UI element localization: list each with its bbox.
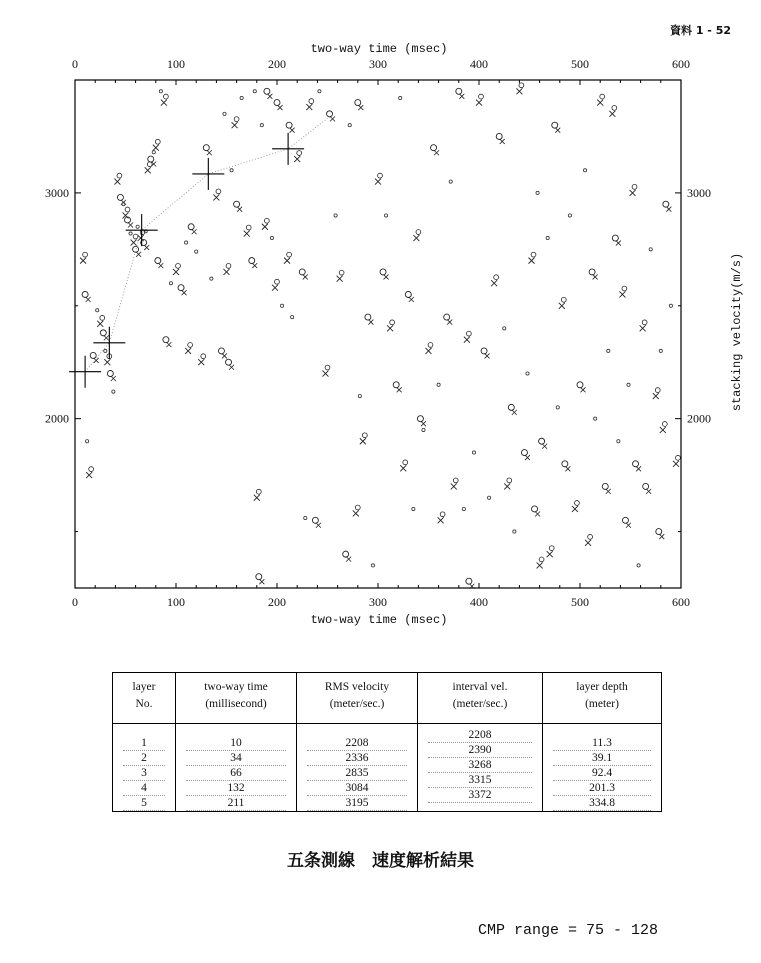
semblance-cross-mark <box>86 297 91 302</box>
semblance-circle-mark <box>125 207 130 212</box>
semblance-circle-mark <box>539 438 545 444</box>
semblance-dot-mark <box>304 516 307 519</box>
semblance-circle-mark <box>163 337 169 343</box>
semblance-dot-mark <box>488 496 491 499</box>
semblance-circle-mark <box>90 352 96 358</box>
semblance-circle-mark <box>417 416 423 422</box>
semblance-dot-mark <box>472 451 475 454</box>
semblance-cross-mark <box>330 116 335 121</box>
semblance-circle-mark <box>507 478 512 483</box>
x-tick-label-top: 400 <box>470 57 488 71</box>
semblance-circle-mark <box>588 534 593 539</box>
semblance-cross-mark <box>166 342 171 347</box>
semblance-circle-mark <box>188 224 194 230</box>
semblance-circle-mark <box>444 314 450 320</box>
x-tick-label-bottom: 300 <box>369 595 387 609</box>
semblance-cross-mark <box>673 461 679 467</box>
semblance-circle-mark <box>355 505 360 510</box>
semblance-cross-mark <box>626 523 631 528</box>
semblance-cross-mark <box>360 438 366 444</box>
velocity-function-line <box>85 118 327 371</box>
semblance-circle-mark <box>133 234 138 239</box>
semblance-circle-mark <box>622 517 628 523</box>
semblance-cross-mark <box>290 128 295 133</box>
semblance-dot-mark <box>112 390 115 393</box>
semblance-circle-mark <box>479 94 484 99</box>
semblance-circle-mark <box>577 382 583 388</box>
semblance-dot-mark <box>195 250 198 253</box>
semblance-cross-mark <box>640 325 646 331</box>
semblance-dot-mark <box>583 169 586 172</box>
semblance-circle-mark <box>203 145 209 151</box>
semblance-dot-mark <box>536 191 539 194</box>
semblance-circle-mark <box>655 388 660 393</box>
semblance-circle-mark <box>256 489 261 494</box>
semblance-circle-mark <box>562 461 568 467</box>
semblance-dot-mark <box>169 282 172 285</box>
semblance-circle-mark <box>234 117 239 122</box>
header-rms: RMS velocity (meter/sec.) <box>297 673 418 724</box>
semblance-circle-mark <box>602 483 608 489</box>
semblance-circle-mark <box>549 546 554 551</box>
semblance-cross-mark <box>294 156 300 162</box>
semblance-cross-mark <box>368 320 373 325</box>
semblance-circle-mark <box>663 201 669 207</box>
semblance-dot-mark <box>503 327 506 330</box>
semblance-dot-mark <box>291 315 294 318</box>
semblance-circle-mark <box>362 433 367 438</box>
semblance-circle-mark <box>246 225 251 230</box>
semblance-cross-mark <box>516 88 522 94</box>
semblance-cross-mark <box>485 353 490 358</box>
semblance-cross-mark <box>512 410 517 415</box>
semblance-cross-mark <box>213 194 219 200</box>
semblance-circle-mark <box>274 100 280 106</box>
semblance-cross-mark <box>500 139 505 144</box>
semblance-circle-mark <box>589 269 595 275</box>
semblance-cross-mark <box>659 534 664 539</box>
semblance-dot-mark <box>607 349 610 352</box>
semblance-circle-mark <box>299 269 305 275</box>
semblance-circle-mark <box>508 404 514 410</box>
semblance-cross-mark <box>104 359 110 365</box>
semblance-cross-mark <box>259 579 264 584</box>
semblance-circle-mark <box>312 517 318 523</box>
semblance-cross-mark <box>426 348 432 354</box>
semblance-dot-mark <box>185 241 188 244</box>
semblance-circle-mark <box>633 461 639 467</box>
semblance-cross-mark <box>198 359 204 365</box>
semblance-cross-mark <box>616 241 621 246</box>
semblance-dot-mark <box>348 124 351 127</box>
semblance-circle-mark <box>575 501 580 506</box>
semblance-cross-mark <box>542 444 547 449</box>
semblance-dot-mark <box>526 372 529 375</box>
y-axis-title: stacking velocity(m/s) <box>730 252 744 412</box>
semblance-dot-mark <box>86 440 89 443</box>
semblance-dot-mark <box>152 151 155 154</box>
semblance-dot-mark <box>223 112 226 115</box>
x-tick-label-top: 500 <box>571 57 589 71</box>
semblance-dot-mark <box>270 236 273 239</box>
semblance-cross-mark <box>421 421 426 426</box>
semblance-circle-mark <box>393 382 399 388</box>
semblance-dot-mark <box>399 96 402 99</box>
semblance-circle-mark <box>309 99 314 104</box>
semblance-cross-mark <box>182 290 187 295</box>
semblance-cross-mark <box>111 376 116 381</box>
semblance-circle-mark <box>481 348 487 354</box>
semblance-circle-mark <box>380 269 386 275</box>
semblance-dot-mark <box>649 248 652 251</box>
semblance-cross-mark <box>559 303 565 309</box>
semblance-circle-mark <box>286 122 292 128</box>
semblance-circle-mark <box>83 252 88 257</box>
semblance-cross-mark <box>572 506 578 512</box>
semblance-cross-mark <box>525 455 530 460</box>
semblance-dot-mark <box>159 90 162 93</box>
semblance-circle-mark <box>561 297 566 302</box>
semblance-cross-mark <box>387 325 393 331</box>
semblance-circle-mark <box>155 139 160 144</box>
semblance-circle-mark <box>496 133 502 139</box>
semblance-dot-mark <box>253 90 256 93</box>
semblance-dot-mark <box>462 507 465 510</box>
semblance-circle-mark <box>339 270 344 275</box>
semblance-cross-mark <box>237 207 242 212</box>
semblance-cross-mark <box>581 387 586 392</box>
semblance-dot-mark <box>230 169 233 172</box>
x-tick-label-top: 300 <box>369 57 387 71</box>
x-tick-label-top: 200 <box>268 57 286 71</box>
velocity-results-table <box>112 672 662 812</box>
semblance-cross-mark <box>646 489 651 494</box>
header-interval: interval vel. (meter/sec.) <box>418 673 543 724</box>
y-tick-label-left: 2000 <box>45 411 69 426</box>
semblance-cross-mark <box>358 105 363 110</box>
semblance-circle-mark <box>390 320 395 325</box>
semblance-circle-mark <box>519 83 524 88</box>
semblance-cross-mark <box>593 274 598 279</box>
semblance-cross-mark <box>161 100 167 106</box>
figure-caption: 五条測線 速度解析結果 <box>287 851 474 871</box>
time-column: 10 34 66 132 211 <box>176 724 297 812</box>
semblance-cross-mark <box>128 222 133 227</box>
semblance-cross-mark <box>555 128 560 133</box>
velocity-pick-cross <box>192 158 224 190</box>
semblance-cross-mark <box>303 274 308 279</box>
y-tick-label-left: 3000 <box>45 185 69 200</box>
semblance-circle-mark <box>440 512 445 517</box>
semblance-circle-mark <box>107 371 113 377</box>
semblance-dot-mark <box>240 96 243 99</box>
semblance-circle-mark <box>100 315 105 320</box>
y-tick-label-right: 3000 <box>687 185 711 200</box>
semblance-circle-mark <box>466 331 471 336</box>
semblance-circle-mark <box>256 574 262 580</box>
semblance-circle-mark <box>201 354 206 359</box>
depth-column: 11.3 39.1 92.4 201.3 334.8 <box>543 724 662 812</box>
semblance-cross-mark <box>80 258 86 264</box>
semblance-cross-mark <box>244 231 250 237</box>
x-tick-label-bottom: 500 <box>571 595 589 609</box>
semblance-cross-mark <box>229 365 234 370</box>
semblance-circle-mark <box>643 483 649 489</box>
semblance-cross-mark <box>636 466 641 471</box>
semblance-cross-mark <box>535 511 540 516</box>
semblance-dot-mark <box>627 383 630 386</box>
semblance-dot-mark <box>513 530 516 533</box>
semblance-cross-mark <box>653 393 659 399</box>
semblance-cross-mark <box>400 465 406 471</box>
semblance-cross-mark <box>438 517 444 523</box>
x-tick-label-top: 0 <box>72 57 78 71</box>
semblance-cross-mark <box>272 285 278 291</box>
semblance-circle-mark <box>403 460 408 465</box>
semblance-cross-mark <box>346 557 351 562</box>
semblance-circle-mark <box>539 557 544 562</box>
semblance-cross-mark <box>316 523 321 528</box>
semblance-cross-mark <box>207 150 212 155</box>
semblance-cross-mark <box>459 94 464 99</box>
semblance-circle-mark <box>218 348 224 354</box>
semblance-dot-mark <box>617 440 620 443</box>
semblance-dot-mark <box>136 225 139 228</box>
x-tick-label-top: 600 <box>672 57 690 71</box>
semblance-cross-mark <box>565 466 570 471</box>
semblance-circle-mark <box>428 343 433 348</box>
semblance-circle-mark <box>431 145 437 151</box>
semblance-dot-mark <box>637 564 640 567</box>
semblance-cross-mark <box>409 297 414 302</box>
header-time: two-way time (millisecond) <box>176 673 297 724</box>
semblance-cross-mark <box>97 321 103 327</box>
semblance-cross-mark <box>413 235 419 241</box>
semblance-cross-mark <box>434 150 439 155</box>
semblance-dot-mark <box>384 214 387 217</box>
semblance-cross-mark <box>136 252 141 257</box>
semblance-cross-mark <box>322 371 328 377</box>
semblance-circle-mark <box>117 173 122 178</box>
semblance-dot-mark <box>280 304 283 307</box>
y-tick-label-right: 2000 <box>687 411 711 426</box>
semblance-circle-mark <box>287 252 292 257</box>
semblance-cross-mark <box>232 122 238 128</box>
semblance-cross-mark <box>451 483 457 489</box>
semblance-cross-mark <box>491 280 497 286</box>
semblance-circle-mark <box>148 156 154 162</box>
semblance-dot-mark <box>122 203 125 206</box>
semblance-circle-mark <box>405 291 411 297</box>
semblance-cross-mark <box>384 274 389 279</box>
semblance-circle-mark <box>325 365 330 370</box>
semblance-cross-mark <box>192 229 197 234</box>
semblance-cross-mark <box>537 562 543 568</box>
semblance-dot-mark <box>318 90 321 93</box>
x-tick-label-bottom: 100 <box>167 595 185 609</box>
semblance-circle-mark <box>552 122 558 128</box>
cmp-range-label: CMP range = 75 - 128 <box>478 922 659 939</box>
semblance-circle-mark <box>89 467 94 472</box>
semblance-circle-mark <box>531 252 536 257</box>
semblance-circle-mark <box>622 286 627 291</box>
semblance-circle-mark <box>178 285 184 291</box>
semblance-cross-mark <box>397 387 402 392</box>
semblance-cross-mark <box>606 489 611 494</box>
semblance-cross-mark <box>547 551 553 557</box>
document-reference: 資料 1 - 52 <box>669 24 731 37</box>
semblance-dot-mark <box>669 304 672 307</box>
semblance-circle-mark <box>521 450 527 456</box>
semblance-cross-mark <box>353 510 359 516</box>
semblance-circle-mark <box>453 478 458 483</box>
semblance-cross-mark <box>375 179 381 185</box>
x-tick-label-bottom: 200 <box>268 595 286 609</box>
semblance-dot-mark <box>659 349 662 352</box>
semblance-circle-mark <box>100 330 106 336</box>
semblance-circle-mark <box>216 189 221 194</box>
semblance-circle-mark <box>600 94 605 99</box>
semblance-cross-mark <box>464 337 470 343</box>
semblance-cross-mark <box>278 105 283 110</box>
semblance-circle-mark <box>378 173 383 178</box>
semblance-cross-mark <box>284 258 290 264</box>
semblance-dot-mark <box>334 214 337 217</box>
semblance-cross-mark <box>185 348 191 354</box>
semblance-circle-mark <box>632 184 637 189</box>
semblance-cross-mark <box>173 269 179 275</box>
layer-column: 1 2 3 4 5 <box>113 724 176 812</box>
semblance-cross-mark <box>144 245 149 250</box>
x-axis-title-top: two-way time (msec) <box>310 42 448 56</box>
semblance-cross-mark <box>476 100 482 106</box>
semblance-cross-mark <box>504 483 510 489</box>
semblance-circle-mark <box>297 151 302 156</box>
semblance-circle-mark <box>264 88 270 94</box>
semblance-cross-mark <box>306 104 312 110</box>
semblance-dot-mark <box>96 309 99 312</box>
header-depth: layer depth (meter) <box>543 673 662 724</box>
semblance-circle-mark <box>416 230 421 235</box>
header-layer: layer No. <box>113 673 176 724</box>
semblance-cross-mark <box>660 427 666 433</box>
semblance-cross-mark <box>153 145 159 151</box>
semblance-cross-mark <box>262 224 268 230</box>
semblance-circle-mark <box>226 359 232 365</box>
semblance-cross-mark <box>630 190 636 196</box>
semblance-dot-mark <box>260 124 263 127</box>
semblance-dot-mark <box>412 507 415 510</box>
semblance-circle-mark <box>188 343 193 348</box>
x-axis-title-bottom: two-way time (msec) <box>310 613 448 627</box>
semblance-cross-mark <box>158 263 163 268</box>
semblance-cross-mark <box>619 291 625 297</box>
semblance-circle-mark <box>532 506 538 512</box>
semblance-cross-mark <box>254 495 260 501</box>
semblance-circle-mark <box>176 264 181 269</box>
semblance-dot-mark <box>568 214 571 217</box>
semblance-circle-mark <box>327 111 333 117</box>
semblance-cross-mark <box>222 353 227 358</box>
semblance-cross-mark <box>609 111 615 117</box>
semblance-dot-mark <box>594 417 597 420</box>
x-tick-label-bottom: 0 <box>72 595 78 609</box>
semblance-cross-mark <box>337 276 343 282</box>
x-tick-label-bottom: 400 <box>470 595 488 609</box>
semblance-circle-mark <box>163 94 168 99</box>
semblance-dot-mark <box>210 277 213 280</box>
interval-column: 2208 2390 3268 3315 3372 <box>418 724 543 812</box>
semblance-circle-mark <box>612 235 618 241</box>
rms-column: 2208 2336 2835 3084 3195 <box>297 724 418 812</box>
semblance-dot-mark <box>371 564 374 567</box>
semblance-circle-mark <box>226 264 231 269</box>
semblance-dot-mark <box>556 406 559 409</box>
semblance-cross-mark <box>597 100 603 106</box>
semblance-cross-mark <box>104 335 109 340</box>
semblance-circle-mark <box>275 279 280 284</box>
semblance-circle-mark <box>264 218 269 223</box>
semblance-circle-mark <box>82 291 88 297</box>
semblance-circle-mark <box>656 529 662 535</box>
semblance-cross-mark <box>447 320 452 325</box>
semblance-dot-mark <box>129 232 132 235</box>
semblance-circle-mark <box>466 578 472 584</box>
semblance-cross-mark <box>94 358 99 363</box>
semblance-circle-mark <box>662 422 667 427</box>
semblance-cross-mark <box>131 240 137 246</box>
semblance-cross-mark <box>585 540 591 546</box>
velocity-pick-cross <box>272 133 304 165</box>
semblance-circle-mark <box>355 100 361 106</box>
semblance-circle-mark <box>494 275 499 280</box>
semblance-circle-mark <box>343 551 349 557</box>
semblance-dot-mark <box>437 383 440 386</box>
semblance-circle-mark <box>155 258 161 264</box>
semblance-circle-mark <box>456 88 462 94</box>
semblance-cross-mark <box>529 258 535 264</box>
semblance-cross-mark <box>114 179 120 185</box>
semblance-cross-mark <box>86 472 92 478</box>
semblance-cross-mark <box>224 269 230 275</box>
semblance-dot-mark <box>422 428 425 431</box>
semblance-circle-mark <box>249 258 255 264</box>
velocity-pick-cross <box>93 327 125 359</box>
semblance-circle-mark <box>676 455 681 460</box>
semblance-dot-mark <box>546 236 549 239</box>
semblance-dot-mark <box>358 394 361 397</box>
semblance-circle-mark <box>612 105 617 110</box>
semblance-cross-mark <box>252 263 257 268</box>
plot-frame <box>75 80 681 588</box>
semblance-dot-mark <box>449 180 452 183</box>
semblance-cross-mark <box>267 94 272 99</box>
semblance-cross-mark <box>666 207 671 212</box>
x-tick-label-bottom: 600 <box>672 595 690 609</box>
semblance-dot-mark <box>104 349 107 352</box>
semblance-circle-mark <box>234 201 240 207</box>
x-tick-label-top: 100 <box>167 57 185 71</box>
semblance-circle-mark <box>117 194 123 200</box>
semblance-circle-mark <box>365 314 371 320</box>
semblance-circle-mark <box>642 320 647 325</box>
semblance-cross-mark <box>145 167 151 173</box>
